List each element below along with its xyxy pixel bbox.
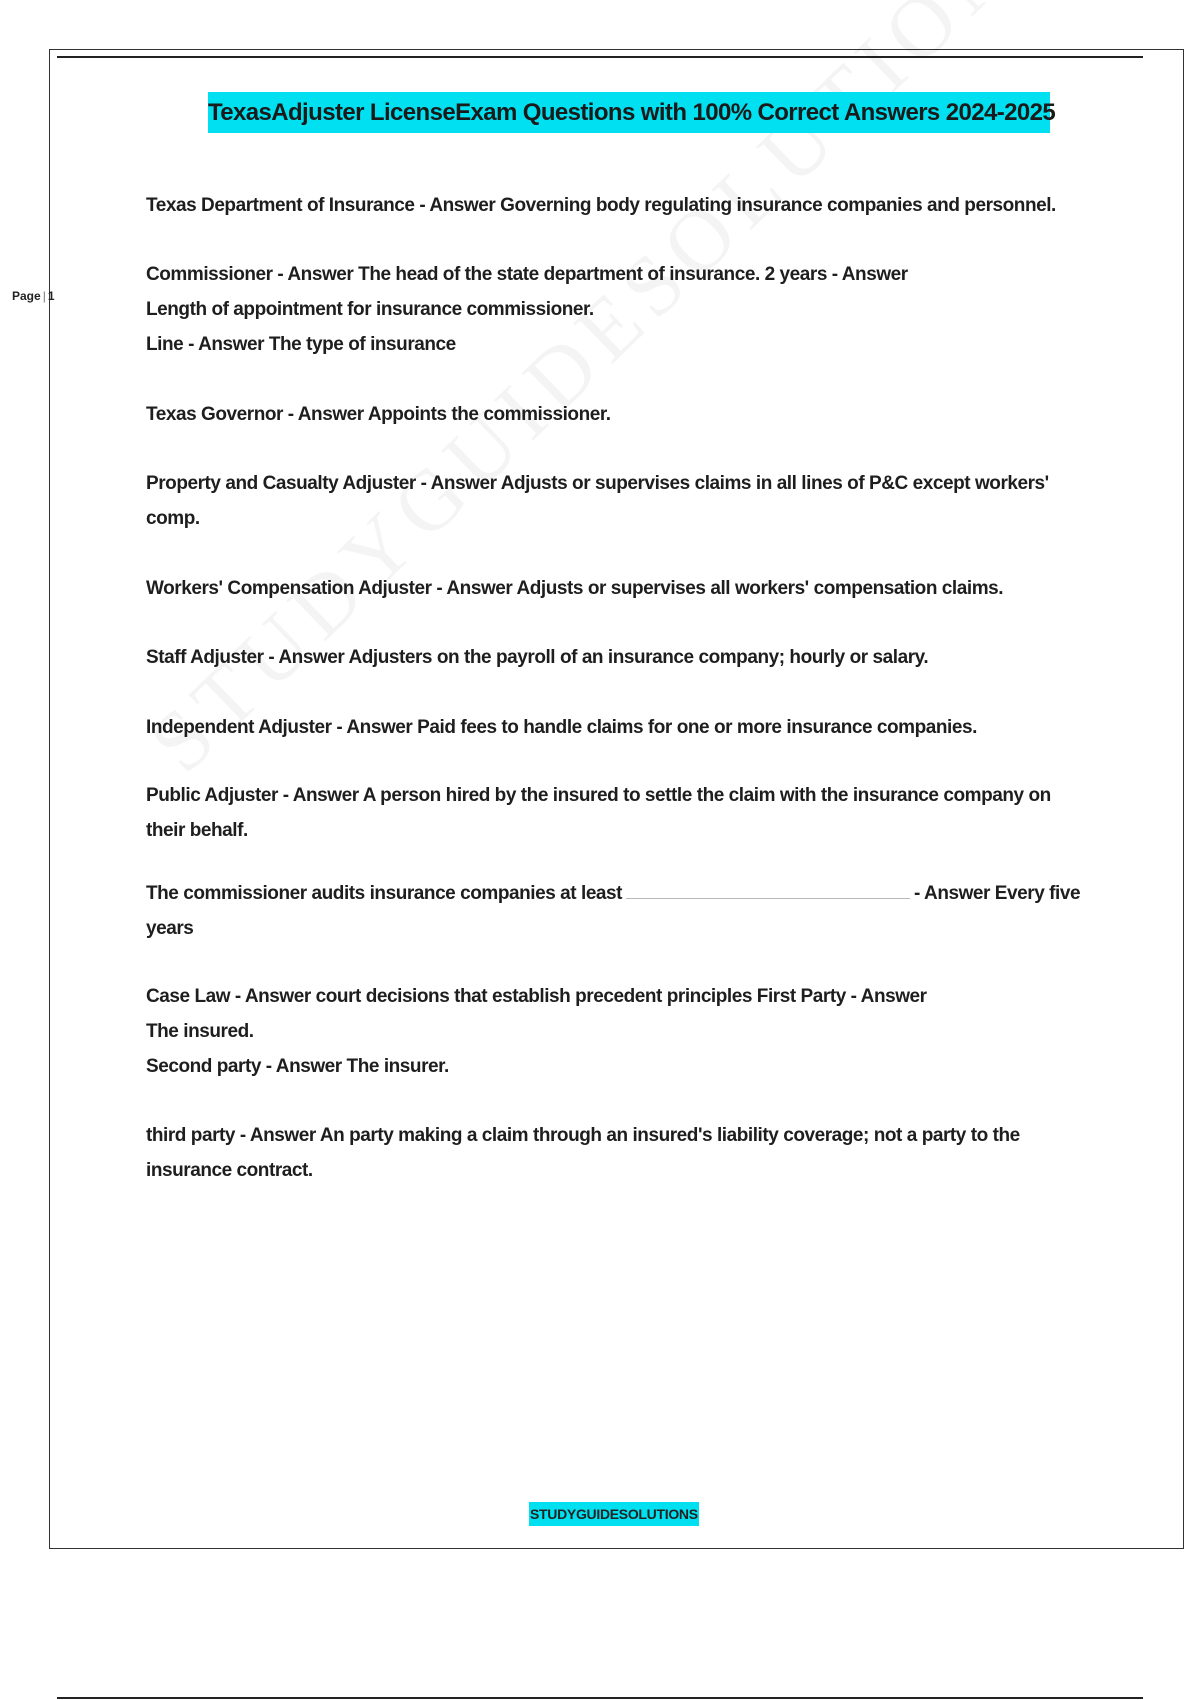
page-word: Page [12,289,41,303]
entry-text: Texas Department of Insurance - Answer Governing body regulating insurance companies and personnel. [146,195,1056,216]
qa-entry [146,876,1086,946]
entry-text: Case Law - Answer court decisions that establish precedent principles First Party - Answer [146,986,927,1007]
entry-text: Commissioner - Answer The head of the state department of insurance. 2 years - Answer [146,264,908,285]
entry-text: The insured. [146,1021,254,1042]
page-number-label [12,289,55,303]
qa-entry [146,571,1086,606]
entry-text: Public Adjuster - Answer A person hired by the insured to settle the claim with the insurance company on their behalf. [146,785,1051,841]
entry-text: Workers' Compensation Adjuster - Answer Adjusts or supervises all workers' compensation claims. [146,578,1004,599]
qa-entry [146,397,1086,432]
page-separator: | [42,289,46,303]
qa-entry [146,640,1086,675]
qa-entry [146,188,1086,223]
footer-brand: STUDYGUIDESOLUTIONS [529,1502,699,1526]
entry-text: third party - Answer An party making a claim through an insured's liability coverage; not a party to the insurance contract. [146,1125,1020,1181]
entry-text: - Answer Every five years [146,883,1081,939]
entry-text: Staff Adjuster - Answer Adjusters on the payroll of an insurance company; hourly or salary. [146,647,929,668]
qa-entry [146,979,1086,1084]
qa-entry [146,778,1086,848]
qa-entry [146,1118,1086,1188]
qa-entry [146,710,1086,745]
entry-text: Property and Casualty Adjuster - Answer Adjusts or supervises claims in all lines of P&C except workers' comp. [146,473,1049,529]
qa-entry [146,466,1086,536]
page-number: 1 [47,289,55,303]
fill-in-blank-line [626,898,910,899]
qa-entry [146,257,1086,362]
entry-text: Line - Answer The type of insurance [146,334,456,355]
entry-text: Second party - Answer The insurer. [146,1056,449,1077]
entry-text: The commissioner audits insurance companies at least [146,883,623,904]
entry-text: Length of appointment for insurance commissioner. [146,299,594,320]
document-title: TexasAdjuster LicenseExam Questions with 100% Correct Answers 2024-2025 [208,92,1050,133]
entry-text: Independent Adjuster - Answer Paid fees to handle claims for one or more insurance companies. [146,717,977,738]
bottom-rule [57,1697,1143,1699]
entry-text: Texas Governor - Answer Appoints the commissioner. [146,404,611,425]
top-rule [57,56,1143,58]
